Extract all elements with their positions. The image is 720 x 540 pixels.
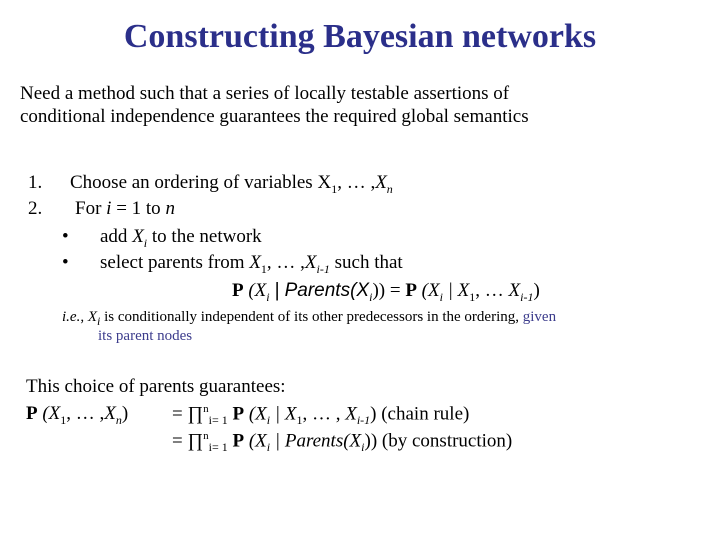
given-text: given <box>522 309 557 325</box>
formula-line: P ($X_i$ | $Parents(X_i)) = P$ ($X_i$ | $X_1$, … $X_{i-1}$) <box>232 280 540 304</box>
ie-line-1: i.e., $X_i$ is conditionally independent of its other predecessors in the ordering, given <box>62 309 557 328</box>
construction-rhs: = ∏$^n_{i= 1}$ P ($X_i$ | $Parents(X_i)$) (by construction) <box>172 430 513 455</box>
chain-rule-rhs: = ∏$^n_{i= 1}$ P ($X_i$ | $X_1$, … , $X_{i-1}$) (chain rule) <box>172 403 470 428</box>
step-1-text: Choose an ordering of variables $X_1$, … $,X_n$ <box>70 172 393 196</box>
page-title: Constructing Bayesian networks <box>123 18 597 55</box>
bullet-dot: • <box>62 252 69 273</box>
bullet-1-text: add $X_i$ to the network <box>100 226 262 250</box>
step-1-label: Choose an ordering of variables X <box>70 172 332 193</box>
construction-label: (by construction) <box>381 430 513 452</box>
step-2-text: For i = 1 to n <box>75 198 175 219</box>
step-2-number: 2. <box>28 198 43 219</box>
step-1-number: 1. <box>28 172 43 193</box>
intro-line-2: conditional independence guarantees the required global semantics <box>20 106 529 127</box>
bullet-2-text: select parents from $X_1$, … $,X_{i-1}$ such that <box>100 252 403 276</box>
joint-prob-lhs: P ($X_1$, … $,X_n$) <box>26 403 129 427</box>
chain-rule-label: (chain rule) <box>381 403 470 425</box>
ie-line-2: its parent nodes <box>98 328 193 344</box>
bullet-dot: • <box>62 226 69 247</box>
intro-line-1: Need a method such that a series of locally testable assertions of <box>20 83 510 104</box>
choice-heading: This choice of parents guarantees: <box>26 376 286 397</box>
